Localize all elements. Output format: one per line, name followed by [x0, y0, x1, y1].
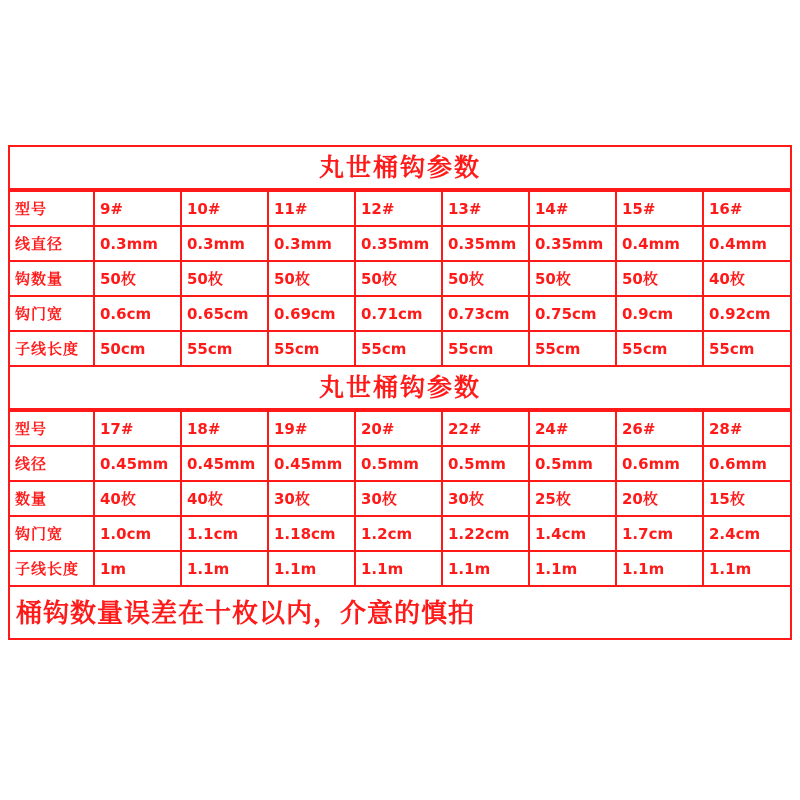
- table-cell: 19#: [268, 411, 355, 446]
- table-cell: 0.6mm: [703, 446, 790, 481]
- table-row: [10, 296, 790, 331]
- table-cell: 20#: [355, 411, 442, 446]
- table-cell: 50cm: [94, 331, 181, 365]
- table-cell: 24#: [529, 411, 616, 446]
- table-cell: 30枚: [355, 481, 442, 516]
- table-row: [10, 551, 790, 585]
- block2-table: [10, 410, 790, 585]
- table-cell: 9#: [94, 191, 181, 226]
- row-label: 钩门宽: [10, 516, 94, 551]
- table-cell: 0.65cm: [181, 296, 268, 331]
- table-cell: 30枚: [442, 481, 529, 516]
- table-cell: 40枚: [181, 481, 268, 516]
- table-cell: 1.1m: [355, 551, 442, 585]
- row-label: 线径: [10, 446, 94, 481]
- block1-title: 丸世桶钩参数: [10, 147, 790, 190]
- table-cell: 1.18cm: [268, 516, 355, 551]
- table-cell: 30枚: [268, 481, 355, 516]
- table-cell: 1.22cm: [442, 516, 529, 551]
- table-cell: 50枚: [268, 261, 355, 296]
- table-cell: 0.6cm: [94, 296, 181, 331]
- table-cell: 28#: [703, 411, 790, 446]
- table-cell: 0.45mm: [268, 446, 355, 481]
- table-cell: 2.4cm: [703, 516, 790, 551]
- table-cell: 0.5mm: [529, 446, 616, 481]
- table-cell: 25枚: [529, 481, 616, 516]
- table-cell: 0.69cm: [268, 296, 355, 331]
- table-cell: 1.2cm: [355, 516, 442, 551]
- table-cell: 40枚: [94, 481, 181, 516]
- table-cell: 55cm: [355, 331, 442, 365]
- table-cell: 0.6mm: [616, 446, 703, 481]
- table-cell: 50枚: [616, 261, 703, 296]
- row-label: 线直径: [10, 226, 94, 261]
- table-cell: 55cm: [442, 331, 529, 365]
- table-cell: 22#: [442, 411, 529, 446]
- row-label: 型号: [10, 191, 94, 226]
- table-cell: 16#: [703, 191, 790, 226]
- table-cell: 0.71cm: [355, 296, 442, 331]
- table-row: [10, 261, 790, 296]
- table-cell: 0.75cm: [529, 296, 616, 331]
- table-cell: 0.3mm: [181, 226, 268, 261]
- block2-title: 丸世桶钩参数: [10, 365, 790, 410]
- table-cell: 1.1m: [442, 551, 529, 585]
- table-row: [10, 481, 790, 516]
- table-cell: 50枚: [529, 261, 616, 296]
- table-cell: 0.3mm: [268, 226, 355, 261]
- table-cell: 55cm: [268, 331, 355, 365]
- table-cell: 0.4mm: [703, 226, 790, 261]
- table-row: [10, 226, 790, 261]
- table-cell: 1.4cm: [529, 516, 616, 551]
- table-cell: 15枚: [703, 481, 790, 516]
- table-cell: 0.35mm: [355, 226, 442, 261]
- table-cell: 10#: [181, 191, 268, 226]
- table-row: [10, 191, 790, 226]
- table-cell: 0.3mm: [94, 226, 181, 261]
- table-cell: 1.1m: [529, 551, 616, 585]
- table-cell: 0.5mm: [442, 446, 529, 481]
- table-cell: 50枚: [94, 261, 181, 296]
- block1-table: [10, 190, 790, 365]
- table-cell: 12#: [355, 191, 442, 226]
- table-cell: 1.1m: [268, 551, 355, 585]
- table-cell: 0.45mm: [94, 446, 181, 481]
- spec-sheet: [8, 145, 792, 640]
- table-cell: 50枚: [442, 261, 529, 296]
- table-cell: 1.1m: [703, 551, 790, 585]
- table-cell: 18#: [181, 411, 268, 446]
- row-label: 子线长度: [10, 551, 94, 585]
- table-cell: 1m: [94, 551, 181, 585]
- table-cell: 55cm: [703, 331, 790, 365]
- table-cell: 1.1m: [181, 551, 268, 585]
- table-cell: 26#: [616, 411, 703, 446]
- table-cell: 1.0cm: [94, 516, 181, 551]
- table-cell: 20枚: [616, 481, 703, 516]
- table-cell: 1.1m: [616, 551, 703, 585]
- table-cell: 15#: [616, 191, 703, 226]
- table-cell: 17#: [94, 411, 181, 446]
- table-cell: 0.4mm: [616, 226, 703, 261]
- table-cell: 14#: [529, 191, 616, 226]
- row-label: 型号: [10, 411, 94, 446]
- table-cell: 0.73cm: [442, 296, 529, 331]
- table-cell: 13#: [442, 191, 529, 226]
- row-label: 钩门宽: [10, 296, 94, 331]
- table-row: [10, 331, 790, 365]
- table-cell: 50枚: [181, 261, 268, 296]
- table-cell: 0.45mm: [181, 446, 268, 481]
- table-cell: 0.5mm: [355, 446, 442, 481]
- table-cell: 55cm: [529, 331, 616, 365]
- table-cell: 0.9cm: [616, 296, 703, 331]
- table-cell: 0.35mm: [442, 226, 529, 261]
- row-label: 数量: [10, 481, 94, 516]
- table-cell: 55cm: [181, 331, 268, 365]
- table-cell: 40枚: [703, 261, 790, 296]
- table-cell: 50枚: [355, 261, 442, 296]
- table-row: [10, 516, 790, 551]
- table-cell: 11#: [268, 191, 355, 226]
- table-cell: 1.7cm: [616, 516, 703, 551]
- row-label: 钩数量: [10, 261, 94, 296]
- table-cell: 55cm: [616, 331, 703, 365]
- footer-note: 桶钩数量误差在十枚以内，介意的慎拍: [10, 585, 790, 638]
- table-cell: 0.35mm: [529, 226, 616, 261]
- table-cell: 1.1cm: [181, 516, 268, 551]
- table-row: [10, 411, 790, 446]
- table-cell: 0.92cm: [703, 296, 790, 331]
- row-label: 子线长度: [10, 331, 94, 365]
- table-row: [10, 446, 790, 481]
